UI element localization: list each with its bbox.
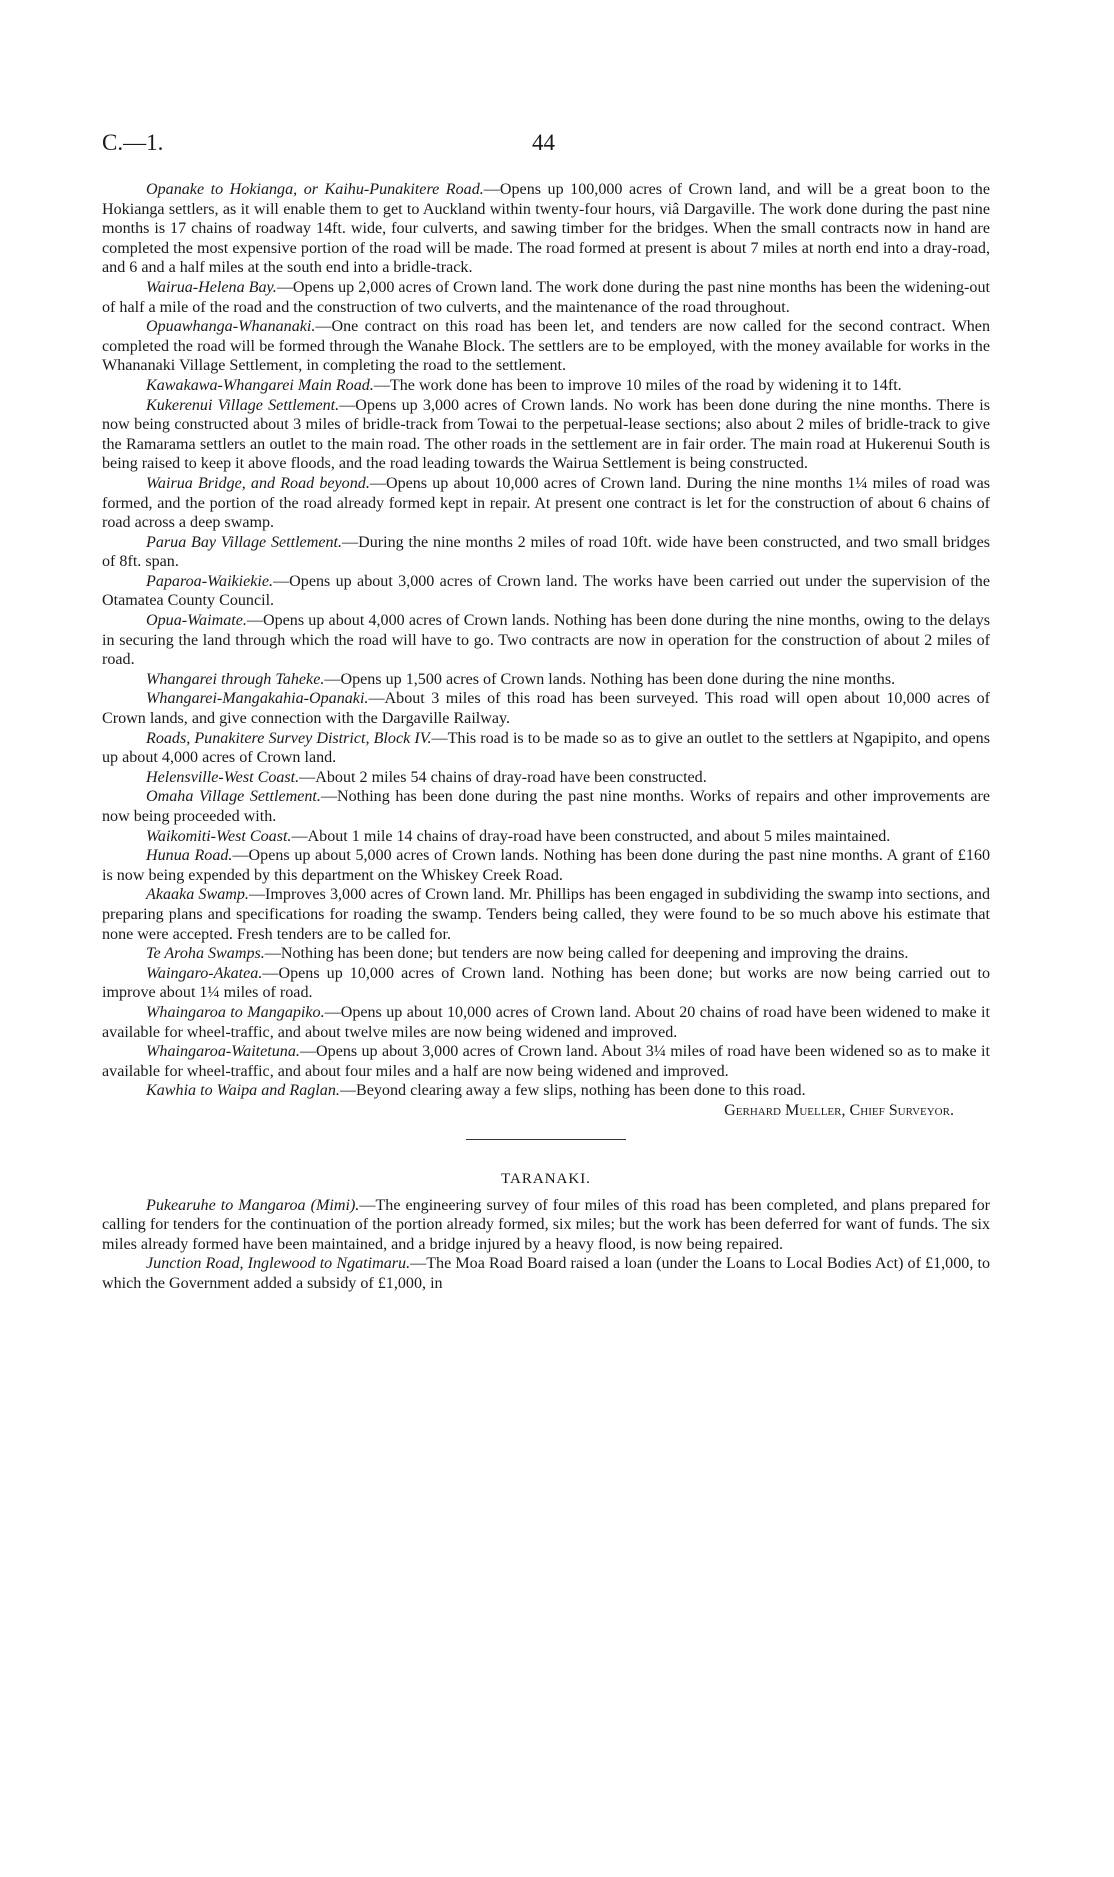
- paragraph-title: Wairua Bridge, and Road beyond.: [146, 474, 370, 492]
- paragraph-title: Akaaka Swamp.: [146, 886, 249, 904]
- paragraph: [102, 885, 990, 944]
- section-heading: TARANAKI.: [501, 1170, 591, 1187]
- paragraph-text: —Opens up 3,000 acres of Crown lands. No work has been done during the nine months. There is now being constructed about 3 miles of bridle-track from Towai to the perpetual-lease sections; also about 2 miles of bridle-track to give the Ramarama settlers an outlet to the main road. The other roads in the settlement are in fair order. The main road at Hukerenui South is being raised to keep it above floods, and the road leading towards the Wairua Settlement is being constructed.: [102, 396, 990, 473]
- page-number: 44: [532, 130, 555, 155]
- paragraph-text: —The Moa Road Board raised a loan (under the Loans to Local Bodies Act) of £1,000, to which the Government added a subsidy of £1,000, in: [102, 1255, 990, 1292]
- paragraph-title: Wairua-Helena Bay.: [146, 278, 277, 296]
- paragraph-title: Kawakawa-Whangarei Main Road.: [146, 376, 374, 394]
- paragraph: [102, 396, 990, 474]
- paragraph-title: Opanake to Hokianga, or Kaihu-Punakitere Road.: [146, 181, 484, 198]
- paragraph-text: —Opens up 10,000 acres of Crown land. Nothing has been done; but works are now being carried out to improve about 1¼ miles of road.: [102, 964, 990, 1002]
- paragraph: [102, 1196, 990, 1255]
- paragraph-text: —Opens up about 10,000 acres of Crown land. About 20 chains of road have been widened to make it available for wheel-traffic, and about twelve miles are now being widened and improved.: [102, 1003, 990, 1041]
- paragraph: [102, 670, 990, 690]
- paragraph-title: Whangarei-Mangakahia-Opanaki.: [146, 690, 369, 708]
- paragraph-text: —During the nine months 2 miles of road 10ft. wide have been constructed, and two small bridges of 8ft. span.: [102, 533, 990, 571]
- paragraph-text: —About 1 mile 14 chains of dray-road have been constructed, and about 5 miles maintained.: [291, 827, 891, 845]
- paragraph: [102, 846, 990, 885]
- section-divider: [466, 1139, 626, 1140]
- paragraph-title: Kukerenui Village Settlement.: [146, 396, 340, 414]
- paragraph-title: Helensville-West Coast.: [146, 768, 300, 786]
- paragraph-text: —About 2 miles 54 chains of dray-road have been constructed.: [299, 768, 707, 786]
- paragraph-text: —The work done has been to improve 10 miles of the road by widening it to 14ft.: [373, 376, 902, 394]
- paragraph-text: —This road is to be made so as to give an outlet to the settlers at Ngapipito, and opens up about 4,000 acres of Crown land.: [102, 729, 990, 767]
- paragraph-title: Omaha Village Settlement.: [146, 788, 321, 806]
- paragraph-text: —Opens up 100,000 acres of Crown land, and will be a great boon to the Hokianga settlers, as it will enable them to get to Auckland within twenty-four hours, viâ Dargaville. The work done during the past nine months is 17 chains of roadway 14ft. wide, four culverts, and sawing timber for the bridges. When the small contracts now in hand are completed the most expensive portion of the road will be made. The road formed at present is about 7 miles at north end into a dray-road, and 6 and a half miles at the south end into a bridle-track.: [102, 181, 990, 277]
- paragraph-text: —Beyond clearing away a few slips, nothing has been done to this road.: [339, 1082, 806, 1100]
- paragraph-text: —Opens up 1,500 acres of Crown lands. Nothing has been done during the nine months.: [324, 670, 896, 688]
- paragraph-text: —The engineering survey of four miles of this road has been completed, and plans prepared for calling for tenders for the continuation of the portion already formed, six miles; but the work has been deferred for want of funds. The six miles already formed have been maintained, and a bridge injured by a heavy flood, is now being repaired.: [102, 1196, 990, 1253]
- paragraph-title: Waikomiti-West Coast.: [146, 827, 292, 845]
- paragraph-text: —Opens up about 3,000 acres of Crown land. About 3¼ miles of road have been widened so as to make it available for wheel-traffic, and about four miles and a half are now being widened and improved.: [102, 1043, 990, 1080]
- paragraph-title: Whaingaroa to Mangapiko.: [146, 1003, 325, 1021]
- paragraph-text: —Opens up about 10,000 acres of Crown land. During the nine months 1¼ miles of road was formed, and the portion of the road already formed kept in repair. At present one contract is let for the construction of about 6 chains of road across a deep swamp.: [102, 474, 990, 532]
- paragraph: [102, 611, 990, 670]
- paragraph-title: Parua Bay Village Settlement.: [146, 533, 342, 551]
- paragraph-text: —Improves 3,000 acres of Crown land. Mr. Phillips has been engaged in subdividing the swamp into sections, and preparing plans and specifications for roading the swamp. Tenders being called, they were found to be so much above his estimate that none were accepted. Fresh tenders are to be called for.: [102, 886, 990, 943]
- paragraph: [102, 180, 990, 278]
- paragraph-title: Whaingaroa-Waitetuna.: [146, 1043, 300, 1061]
- paragraph: [102, 768, 990, 788]
- paragraph: [102, 729, 990, 768]
- paragraph-title: Kawhia to Waipa and Raglan.: [146, 1082, 340, 1100]
- signature: Gerhard Mueller, Chief Surveyor.: [724, 1101, 954, 1119]
- paragraph: [102, 1003, 990, 1042]
- paragraph: [102, 572, 990, 611]
- paragraph: [102, 944, 990, 964]
- paragraph-title: Junction Road, Inglewood to Ngatimaru.: [146, 1255, 411, 1273]
- paragraph-text: —Nothing has been done during the past nine months. Works of repairs and other improvements are now being proceeded with.: [102, 788, 990, 825]
- body-text: [102, 180, 990, 1293]
- page-header: [102, 130, 982, 164]
- paragraph: [102, 1081, 990, 1119]
- paragraph: [102, 533, 990, 572]
- paragraph-title: Hunua Road.: [146, 847, 233, 865]
- paragraph-text: —Opens up about 3,000 acres of Crown land. The works have been carried out under the supervision of the Otamatea County Council.: [102, 572, 990, 610]
- paragraph-text: —Opens up 2,000 acres of Crown land. The work done during the past nine months has been the widening-out of half a mile of the road and the construction of two culverts, and the maintenance of the road throughout.: [102, 278, 990, 316]
- paragraph: [102, 964, 990, 1003]
- paragraph-title: Pukearuhe to Mangaroa (Mimi).: [146, 1196, 360, 1214]
- paragraph: [102, 376, 990, 396]
- paragraph: [102, 317, 990, 376]
- paragraph-text: —About 3 miles of this road has been surveyed. This road will open about 10,000 acres of Crown lands, and give connection with the Dargaville Railway.: [102, 690, 990, 728]
- paragraph: [102, 1254, 990, 1293]
- paragraph-text: —Opens up about 5,000 acres of Crown lands. Nothing has been done during the past nine months. A grant of £160 is now being expended by this department on the Whiskey Creek Road.: [102, 847, 990, 884]
- paragraph-title: Roads, Punakitere Survey District, Block IV.: [146, 729, 432, 747]
- paragraph: [102, 787, 990, 826]
- paragraph-title: Paparoa-Waikiekie.: [146, 572, 274, 590]
- paragraph-title: Opua-Waimate.: [146, 612, 247, 630]
- paragraph: [102, 1042, 990, 1081]
- paragraph-text: —Opens up about 4,000 acres of Crown lands. Nothing has been done during the nine months, owing to the delays in securing the land through which the road will have to go. Two contracts are now in operation for the construction of about 2 miles of road.: [102, 612, 990, 669]
- paragraph: [102, 474, 990, 533]
- paragraph-text: —Nothing has been done; but tenders are now being called for deepening and improving the drains.: [264, 945, 909, 963]
- paragraph-title: Waingaro-Akatea.: [146, 964, 263, 982]
- paragraph-title: Opuawhanga-Whananaki.: [146, 318, 316, 336]
- paragraph: [102, 827, 990, 847]
- paragraph-text: —One contract on this road has been let, and tenders are now called for the second contract. When completed the road will be formed through the Wanahe Block. The settlers are to be employed, with the money available for works in the Whananaki Village Settlement, in completing the road to the settlement.: [102, 318, 990, 375]
- document-reference: C.—1.: [102, 130, 164, 155]
- paragraph: [102, 689, 990, 728]
- paragraph: [102, 278, 990, 317]
- paragraph-title: Te Aroha Swamps.: [146, 945, 265, 963]
- paragraph-title: Whangarei through Taheke.: [146, 670, 325, 688]
